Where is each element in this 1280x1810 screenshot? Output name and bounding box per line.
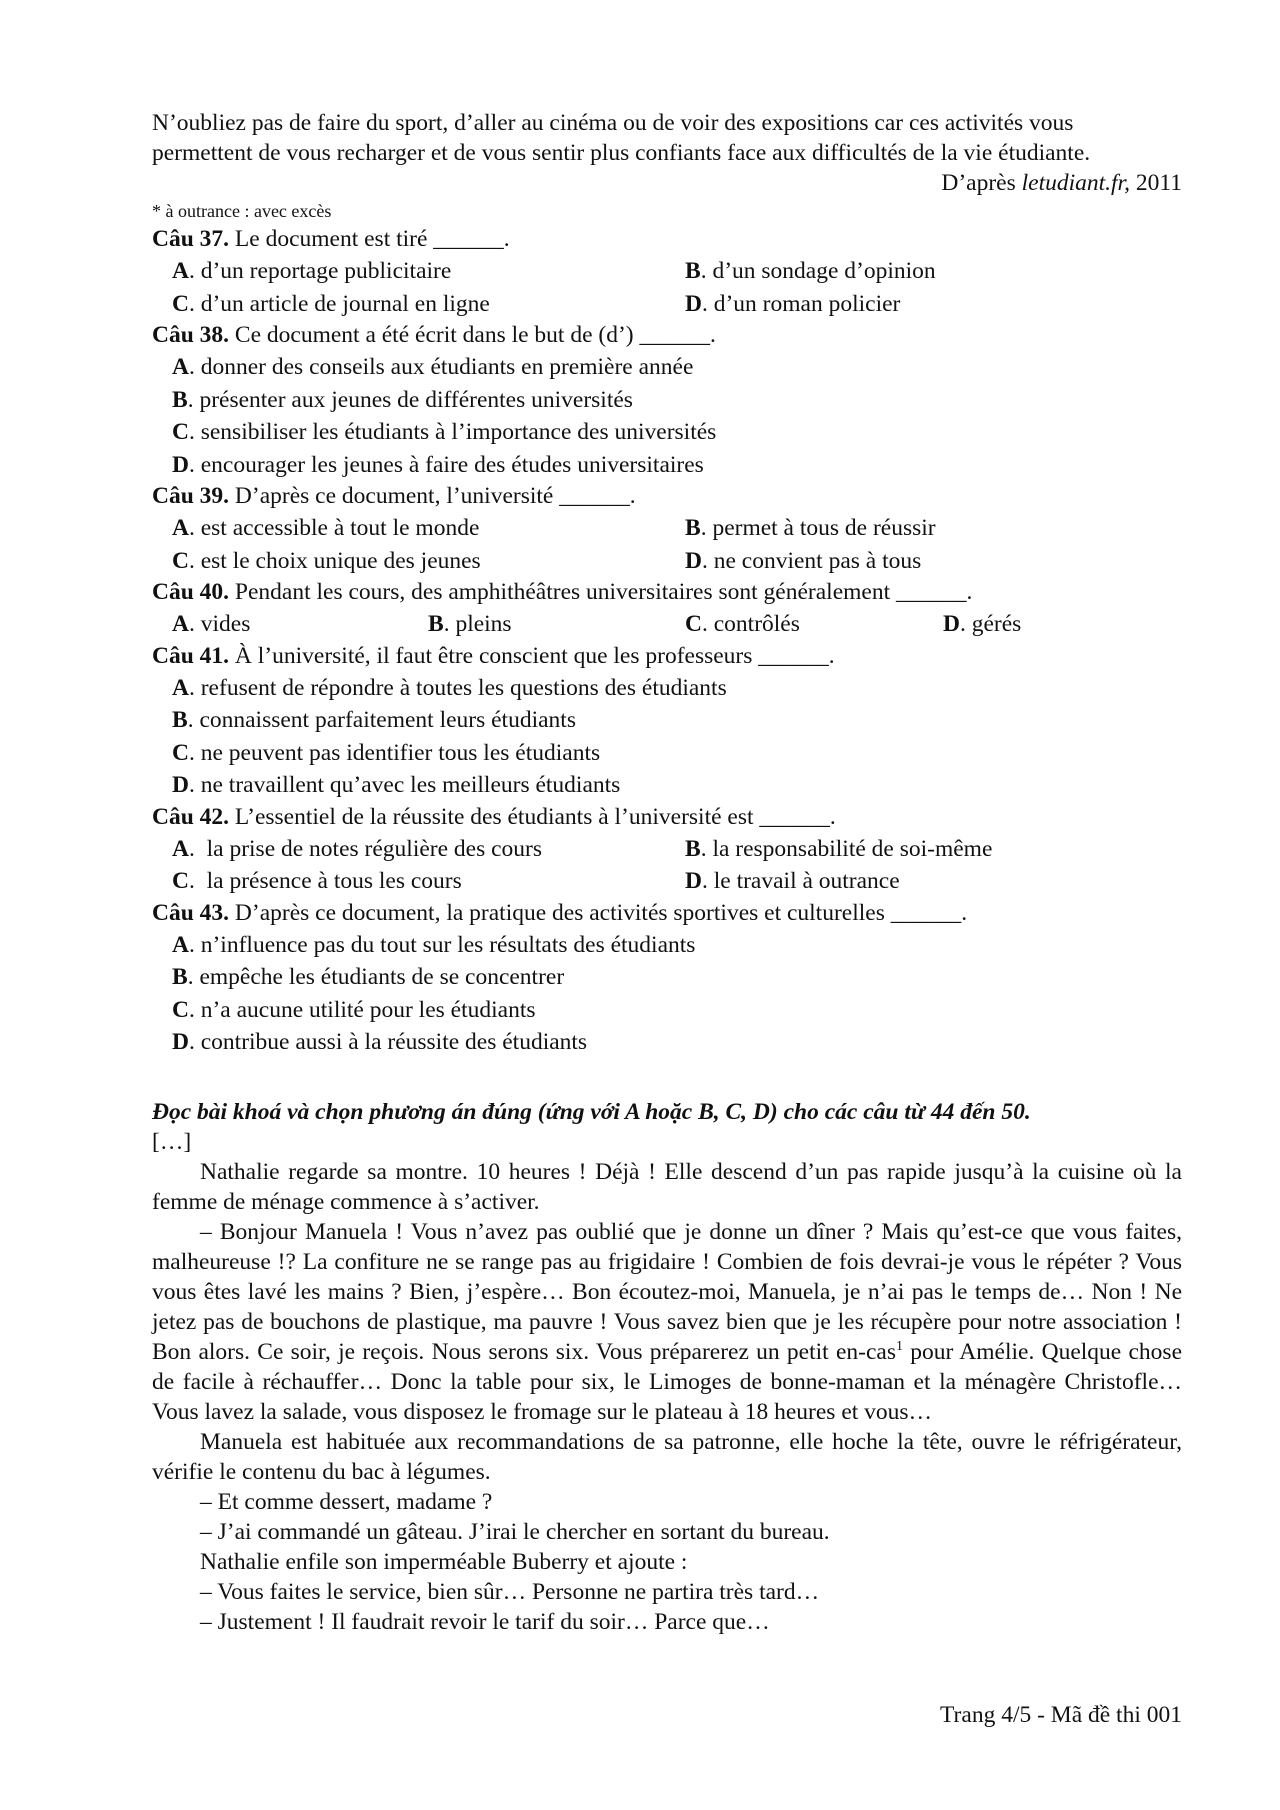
option-37-d[interactable]: D. d’un roman policier [685,290,901,317]
options-37-row-1 [152,255,1182,288]
footnote: * à outrance : avec excès [152,201,332,221]
option-41-c[interactable]: C. ne peuvent pas identifier tous les étudiants [172,739,601,766]
question-40: Câu 40. Pendant les cours, des amphithéâtres universitaires sont généralement ______. [152,579,973,605]
option-39-c[interactable]: C. est le choix unique des jeunes [172,547,481,574]
option-42-a[interactable]: A. la prise de notes régulière des cours [172,835,543,862]
dialogue-line-4: – Vous faites le service, bien sûr… Personne ne partira très tard… [200,1578,820,1605]
option-43-b[interactable]: B. empêche les étudiants de se concentrer [172,964,565,990]
option-37-b[interactable]: B. d’un sondage d’opinion [685,258,936,284]
option-37-a[interactable]: A. d’un reportage publicitaire [172,258,452,284]
dialogue-line-2: – J’ai commandé un gâteau. J’irai le chercher en sortant du bureau. [200,1518,830,1545]
reading-ellipsis: […] [152,1128,192,1155]
options-42-row-2 [152,865,1182,898]
option-39-a[interactable]: A. est accessible à tout le monde [172,515,480,541]
option-39-d[interactable]: D. ne convient pas à tous [685,547,922,574]
option-40-b[interactable]: B. pleins [428,611,512,637]
question-39: Câu 39. D’après ce document, l’université ______. [152,483,636,509]
option-42-b[interactable]: B. la responsabilité de soi-même [685,835,993,862]
options-40-row [152,608,1182,641]
option-43-d[interactable]: D. contribue aussi à la réussite des étudiants [172,1029,588,1055]
options-39-row-2 [152,545,1182,578]
option-40-a[interactable]: A. vides [172,611,251,637]
option-43-c[interactable]: C. n’a aucune utilité pour les étudiants [172,996,536,1023]
option-37-c[interactable]: C. d’un article de journal en ligne [172,290,490,317]
option-40-c[interactable]: C. contrôlés [685,611,800,637]
option-38-c[interactable]: C. sensibiliser les étudiants à l’importance des universités [172,419,717,445]
dialogue-line-1: – Et comme dessert, madame ? [200,1488,493,1515]
option-38-d[interactable]: D. encourager les jeunes à faire des études universitaires [172,451,704,478]
option-41-b[interactable]: B. connaissent parfaitement leurs étudiants [172,707,576,733]
dialogue-line-3: Nathalie enfile son imperméable Buberry et ajoute : [200,1548,688,1575]
option-39-b[interactable]: B. permet à tous de réussir [685,515,936,541]
options-39-row-1 [152,512,1182,545]
question-37: Câu 37. Le document est tiré ______. [152,226,510,252]
option-42-c[interactable]: C. la présence à tous les cours [172,868,462,894]
option-41-a[interactable]: A. refusent de répondre à toutes les questions des étudiants [172,674,727,701]
intro-line-2: permettent de vous recharger et de vous sentir plus confiants face aux difficultés de la vie étudiante. [152,140,1091,166]
exam-page [152,108,1182,1637]
options-42-row-1 [152,833,1182,866]
reading-paragraph-2: – Bonjour Manuela ! Vous n’avez pas oublié que je donne un dîner ? Mais qu’est-ce que vous faites, malheureuse !? La confiture ne se range pas au frigidaire ! Combien de fois devrai-je vous le répéter ? Vous vous êtes lavé les mains ? Bien, j’espère… Bon écoutez-moi, Manuela, je n’ai pas le temps de… Non ! Ne jetez pas de bouchons de plastique, ma pauvre ! Vous savez bien que je les récupère pour notre association ! Bon alors. Ce soir, je reçois. Nous serons six. Vous préparerez un petit en-cas$^1$ pour Amélie. Quelque chose de facile à réchauffer… Donc la table pour six, le Limoges de bonne-maman et la ménagère Christofle… Vous lavez la salade, vous disposez le fromage sur le plateau à 18 heures et vous… [152,1218,1182,1425]
option-42-d[interactable]: D. le travail à outrance [685,868,900,894]
question-38: Câu 38. Ce document a été écrit dans le but de (d’) ______. [152,322,716,348]
question-42: Câu 42. L’essentiel de la réussite des étudiants à l’université est ______. [152,803,836,830]
option-38-b[interactable]: B. présenter aux jeunes de différentes universités [172,386,633,413]
reading-paragraph-1: Nathalie regarde sa montre. 10 heures ! Déjà ! Elle descend d’un pas rapide jusqu’à la cuisine où la femme de ménage commence à s’activer. [152,1158,1182,1215]
intro-line-1: N’oubliez pas de faire du sport, d’aller au cinéma ou de voir des expositions car ces activités vous [152,110,1074,136]
footnote-marker: 1 [895,1338,903,1354]
question-43: Câu 43. D’après ce document, la pratique des activités sportives et culturelles ______. [152,899,968,926]
source-citation: D’après letudiant.fr, 2011 [941,170,1182,196]
reading-paragraph-3: Manuela est habituée aux recommandations de sa patronne, elle hoche la tête, ouvre le réfrigérateur, vérifie le contenu du bac à légumes. [152,1428,1182,1485]
reading-instruction: Đọc bài khoá và chọn phương án đúng (ứng với A hoặc B, C, D) cho các câu từ 44 đến 50. [152,1098,1031,1125]
option-40-d[interactable]: D. gérés [943,611,1022,637]
option-38-a[interactable]: A. donner des conseils aux étudiants en première année [172,354,694,380]
question-41: Câu 41. À l’université, il faut être conscient que les professeurs ______. [152,642,835,669]
option-43-a[interactable]: A. n’influence pas du tout sur les résultats des étudiants [172,931,696,958]
dialogue-line-5: – Justement ! Il faudrait revoir le tarif du soir… Parce que… [200,1608,770,1635]
options-37-row-2 [152,288,1182,321]
page-footer: Trang 4/5 - Mã đề thi 001 [940,1702,1182,1728]
option-41-d[interactable]: D. ne travaillent qu’avec les meilleurs étudiants [172,772,621,798]
